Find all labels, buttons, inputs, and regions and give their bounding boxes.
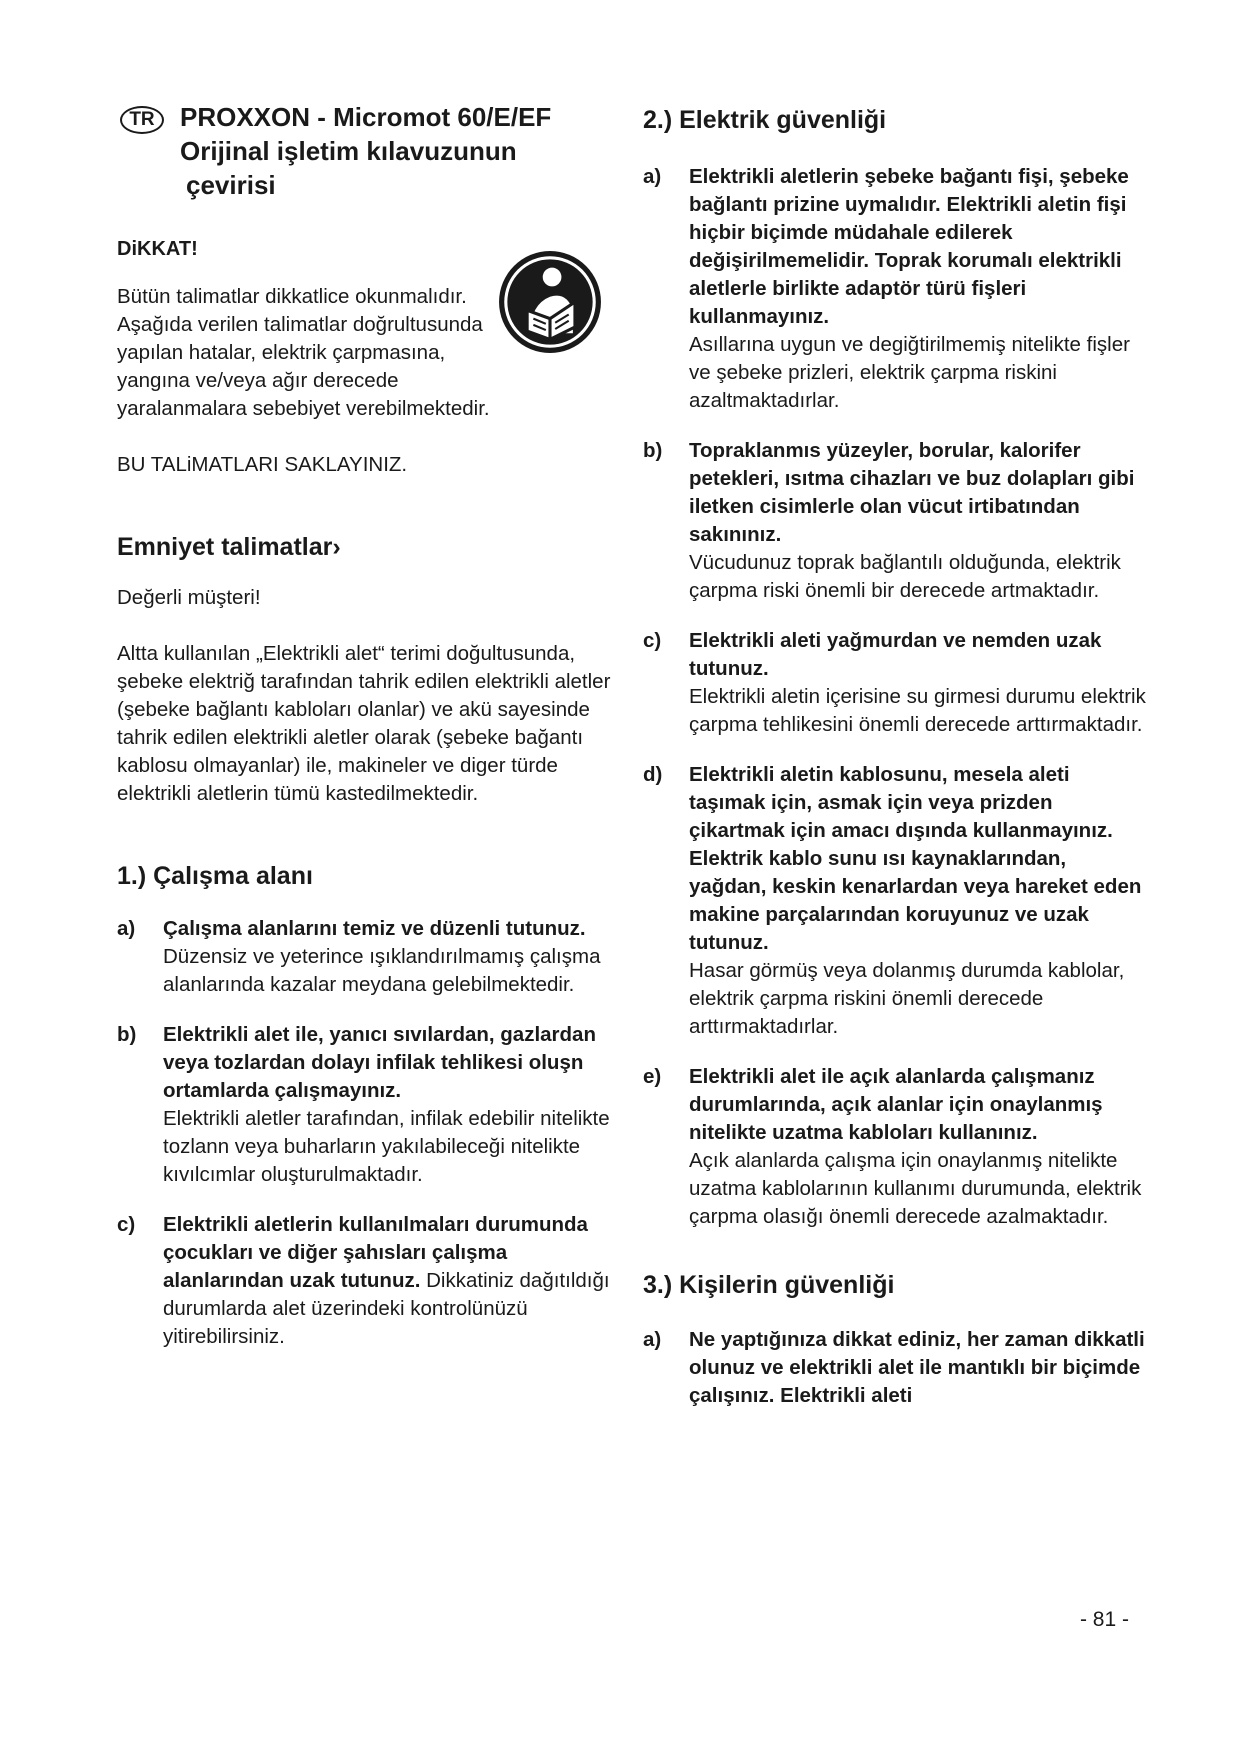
item-instruction: Çalışma alanlarını temiz ve düzenli tutunuz. (163, 917, 586, 940)
list-item (643, 1063, 1148, 1231)
document-title (180, 100, 625, 202)
item-marker: a) (117, 917, 136, 940)
greeting: Değerli müşteri! (117, 586, 261, 609)
item-marker: a) (643, 165, 662, 188)
list-item (117, 1021, 625, 1189)
item-marker: b) (117, 1023, 137, 1046)
list-item (643, 1326, 1148, 1410)
list-item (643, 627, 1148, 739)
item-explanation: Açık alanlarda çalışma için onaylanmış nitelikte uzatma kablolarının kullanımı durumunda, elektrik çarpma olasığı önemli derecede azalmaktadır. (689, 1149, 1142, 1228)
right-column (643, 100, 1148, 1410)
warning-text: Bütün talimatlar dikkatlice okunmalıdır. Aşağıda verilen talimatlar doğrultusunda yapılan hatalar, elektrik çarpmasına, yangına ve/veya ağır derecede yaralanmalara sebebiyet verebilmektedir. (117, 285, 490, 420)
item-marker: e) (643, 1065, 662, 1088)
section-1-heading: 1.) Çalışma alanı (117, 862, 313, 890)
intro-paragraph: Altta kullanılan „Elektrikli alet“ terimi doğultusunda, şebeke elektriğ tarafından tahrik edilen elektrikli aletler (şebeke bağlantı kabloları olanlar) ve akü sayesinde tahrik edilen elektrikli aletler olarak (şebeke bağantı kablosu olmayanlar) ile, makineler ve diger türde elektrikli aletlerin tümü kastedilmektedir. (117, 642, 611, 805)
list-item (117, 915, 625, 999)
item-marker: c) (643, 629, 662, 652)
item-instruction: Ne yaptığınıza dikkat ediniz, her zaman dikkatli olunuz ve elektrikli alet ile mantıklı bir biçimde çalışınız. Elektrikli aleti (689, 1328, 1145, 1407)
item-marker: a) (643, 1328, 662, 1351)
item-marker: d) (643, 763, 663, 786)
item-explanation: Dikkatiniz dağıtıldığı durumlarda alet üzerindeki kontrolünüzü yitirebilirsiniz. (163, 1269, 610, 1348)
title-line: çevirisi (186, 170, 276, 200)
item-marker: b) (643, 439, 663, 462)
title-line: Orijinal işletim kılavuzunun (180, 136, 517, 166)
warning-heading: DiKKAT! (117, 238, 198, 260)
section-2-list (643, 163, 1148, 1231)
read-manual-icon (498, 250, 602, 354)
list-item (643, 761, 1148, 1041)
section-3-heading: 3.) Kişilerin güvenliği (643, 1271, 895, 1299)
list-item (643, 163, 1148, 415)
item-explanation: Düzensiz ve yeterince ışıklandırılmamış çalışma alanlarında kazalar meydana gelebilmektedir. (163, 945, 601, 996)
language-badge: TR (120, 106, 164, 134)
document-header (117, 100, 625, 202)
section-1-list (117, 915, 625, 1351)
list-item (117, 1211, 625, 1351)
item-instruction: Elektrikli aletlerin şebeke bağantı fişi, şebeke bağlantı prizine uymalıdır. Elektrikli aletin fişi hiçbir biçimde müdahale edilerek değişirilmemelidir. Toprak korumalı elektrikli aletlerle birlikte adaptör türü fişleri kullanmayınız. (689, 165, 1129, 328)
item-instruction: Elektrikli aletlerin kullanılmaları durumunda çocukları ve diğer şahısları çalışma alanlarından uzak tutunuz. (163, 1213, 588, 1292)
warning-block (117, 283, 497, 423)
item-instruction: Elektrikli alet ile açık alanlarda çalışmanız durumlarında, açık alanlar için onaylanmış nitelikte uzatma kabloları kullanınız. (689, 1065, 1103, 1144)
list-item (643, 437, 1148, 605)
section-2-heading: 2.) Elektrik güvenliği (643, 106, 887, 134)
item-instruction: Elektrikli aletin kablosunu, mesela aleti taşımak için, asmak için veya prizden çikartmak için amacı dışında kullanmayınız. Elektrik kablo sunu ısı kaynaklarından, yağdan, keskin kenarlardan veya hareket eden makine parçalarından koruyunuz ve uzak tutunuz. (689, 763, 1142, 954)
item-explanation: Elektrikli aletler tarafından, infilak edebilir nitelikte tozlann veya buharların yakılabileceği nitelikte kıvılcımlar oluşturulmaktadır. (163, 1107, 610, 1186)
item-instruction: Elektrikli alet ile, yanıcı sıvılardan, gazlardan veya tozlardan dolayı infilak tehlikesi oluşn ortamlarda çalışmayınız. (163, 1023, 596, 1102)
page-number: - 81 - (1079, 1608, 1129, 1631)
item-instruction: Elektrikli aleti yağmurdan ve nemden uzak tutunuz. (689, 629, 1102, 680)
item-explanation: Elektrikli aletin içerisine su girmesi durumu elektrik çarpma tehlikesini önemli derecede arttırmaktadır. (689, 685, 1146, 736)
item-explanation: Asıllarına uygun ve degiğtirilmemiş nitelikte fişler ve şebeke prizleri, elektrik çarpma riskini azaltmaktadırlar. (689, 333, 1130, 412)
safety-heading: Emniyet talimatlar› (117, 533, 341, 561)
title-line: PROXXON - Micromot 60/E/EF (180, 102, 552, 132)
item-marker: c) (117, 1213, 136, 1236)
item-explanation: Vücudunuz toprak bağlantılı olduğunda, elektrik çarpma riski önemli bir derecede artmaktadır. (689, 551, 1121, 602)
item-explanation: Hasar görmüş veya dolanmış durumda kablolar, elektrik çarpma riskini önemli derecede arttırmaktadırlar. (689, 959, 1125, 1038)
save-instructions: BU TALiMATLARI SAKLAYINIZ. (117, 453, 408, 476)
item-instruction: Topraklanmıs yüzeyler, borular, kalorifer petekleri, ısıtma cihazları ve buz dolapları gibi iletken cisimlerle olan vücut irtibatından sakınınız. (689, 439, 1135, 546)
section-3-list (643, 1326, 1148, 1410)
